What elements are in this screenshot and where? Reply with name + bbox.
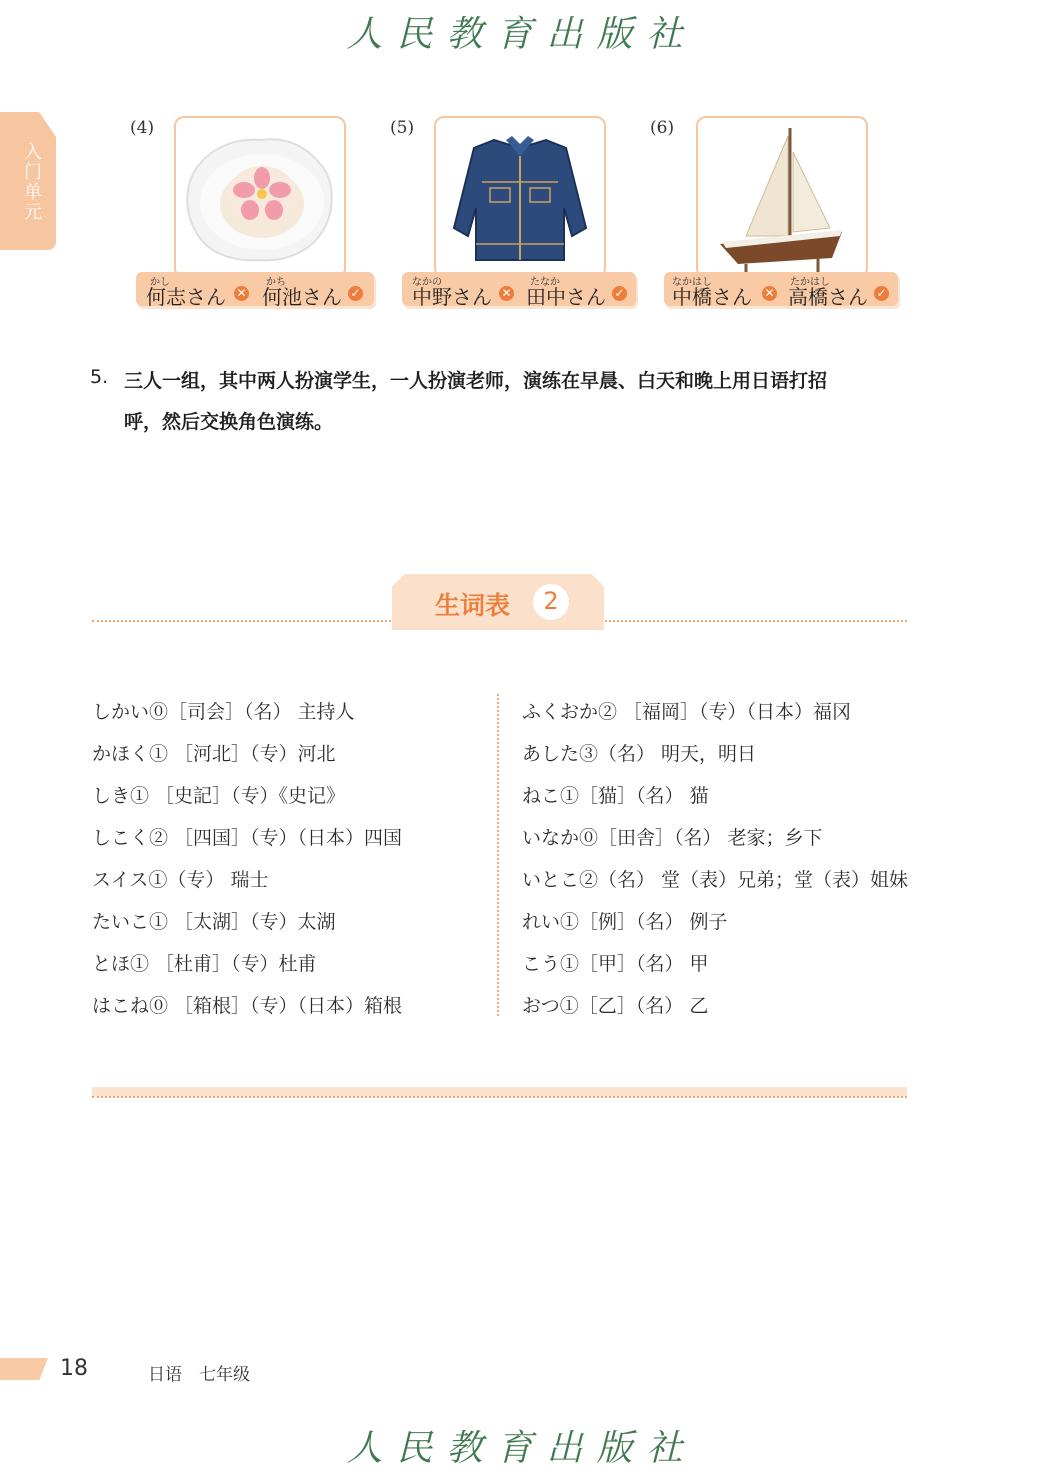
vocab-entry: スイス①（专） 瑞士	[92, 869, 269, 891]
wagashi-image	[174, 116, 346, 278]
answer-correct: 何池さん	[262, 285, 342, 309]
book-title: 日语 七年级	[148, 1365, 250, 1385]
vocab-entry: こう①［甲］（名） 甲	[522, 953, 709, 975]
vocab-entry: しかい⓪［司会］（名） 主持人	[92, 701, 355, 723]
answer-wrong: 中橋さん	[672, 285, 752, 309]
column-divider	[497, 694, 499, 1016]
page-number: 18	[60, 1356, 88, 1381]
vocab-entry: はこね⓪ ［箱根］（专）（日本）箱根	[92, 995, 403, 1017]
vocab-title: 生词表	[435, 591, 511, 620]
task-instruction-line1: 三人一组，其中两人扮演学生，一人扮演老师，演练在早晨、白天和晚上用日语打招	[124, 370, 828, 392]
answer-correct: 田中さん	[526, 285, 606, 309]
publisher-header: 人民教育出版社	[346, 14, 697, 55]
wrong-mark-icon: ✕	[499, 286, 514, 301]
ruby-text: たなか	[530, 277, 560, 288]
vocab-entry: しき① ［史記］（专）《史记》	[92, 785, 346, 807]
vocab-entry: いとこ②（名） 堂（表）兄弟；堂（表）姐妹	[522, 869, 909, 891]
vocab-entry: れい①［例］（名） 例子	[522, 911, 728, 933]
vocab-entry: いなか⓪［田舎］（名） 老家；乡下	[522, 827, 823, 849]
vocab-entry: おつ①［乙］（名） 乙	[522, 995, 709, 1017]
vocab-entry: しこく② ［四国］（专）（日本）四国	[92, 827, 403, 849]
wrong-mark-icon: ✕	[762, 286, 777, 301]
vocab-bottom-rule	[92, 1096, 907, 1098]
footer-accent-bar	[0, 1358, 48, 1380]
publisher-footer: 人民教育出版社	[346, 1428, 697, 1469]
exercise-number: (6)	[650, 118, 675, 138]
exercise-number: (4)	[130, 118, 155, 138]
vocab-entry: ふくおか② ［福岡］（专）（日本）福冈	[522, 701, 852, 723]
wrong-mark-icon: ✕	[234, 286, 249, 301]
check-mark-icon: ✓	[348, 286, 363, 301]
sailboat-image	[696, 116, 868, 278]
ruby-text: なかはし	[672, 277, 712, 288]
vocab-entry: かほく① ［河北］（专）河北	[92, 743, 336, 765]
answer-correct: 高橋さん	[788, 285, 868, 309]
ruby-text: なかの	[412, 277, 442, 288]
vocab-entry: たいこ① ［太湖］（专）太湖	[92, 911, 336, 933]
denim-jacket-image	[434, 116, 606, 278]
vocab-entry: あした③（名） 明天，明日	[522, 743, 757, 765]
ruby-text: かち	[266, 277, 286, 288]
check-mark-icon: ✓	[612, 286, 627, 301]
ruby-text: たかはし	[790, 277, 830, 288]
task-instruction-line2: 呼，然后交换角色演练。	[124, 411, 334, 433]
side-tab-label: 入门单元	[21, 142, 42, 222]
answer-wrong: 何志さん	[146, 285, 226, 309]
vocab-entry: とほ① ［杜甫］（专）杜甫	[92, 953, 317, 975]
answer-wrong: 中野さん	[412, 285, 492, 309]
vocab-entry: ねこ①［猫］（名） 猫	[522, 785, 709, 807]
task-number: 5.	[90, 366, 109, 388]
vocab-number: 2	[543, 587, 559, 615]
check-mark-icon: ✓	[874, 286, 889, 301]
exercise-number: (5)	[390, 118, 415, 138]
ruby-text: かし	[150, 277, 170, 288]
